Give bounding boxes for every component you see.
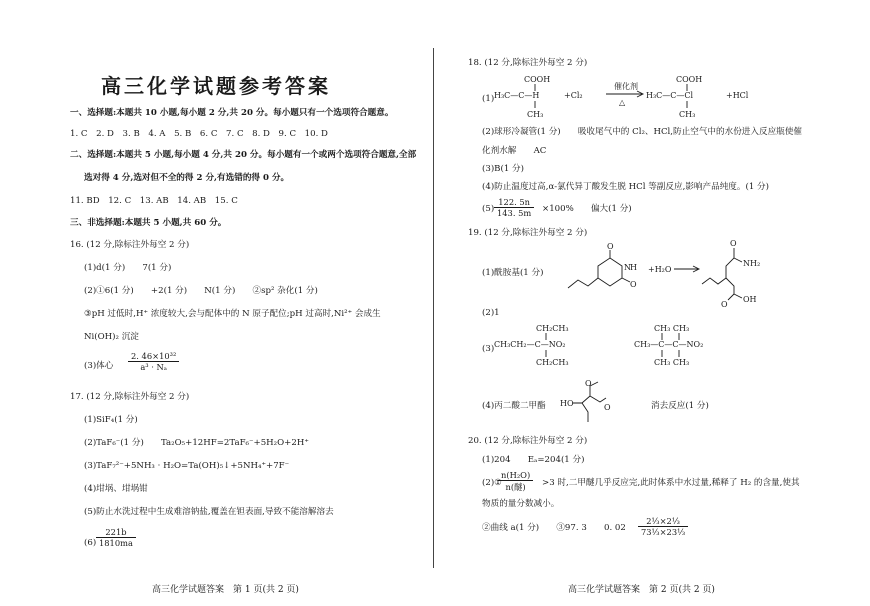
q16-part3-fraction xyxy=(128,351,179,372)
section-1-answers: 1. C 2. D 3. B 4. A 5. B 6. C 7. C 8. D 9. C 10. D xyxy=(70,129,328,139)
heat-symbol: △ xyxy=(619,98,626,107)
q17-part1: (1)SiF₄(1 分) xyxy=(84,415,138,425)
ring-nitrogen: N xyxy=(624,263,631,272)
ring-oxygen-top: O xyxy=(607,242,614,251)
ring-hydrogen: H xyxy=(630,263,637,272)
product-amide-chain xyxy=(726,248,734,278)
glutarimide-ring xyxy=(598,258,622,286)
q18-part1-label: (1) xyxy=(482,94,495,104)
section-2-answers: 11. BD 12. C 13. AB 14. AB 15. C xyxy=(70,196,238,206)
q16-part3-label: (3)体心 xyxy=(84,361,114,371)
q16-part2-3-cont: Ni(OH)₂ 沉淀 xyxy=(84,332,139,342)
q19-part4-structure xyxy=(560,378,620,428)
section-1-header: 一、选择题:本题共 10 小题,每小题 2 分,共 20 分。每小题只有一个选项符合题意。 xyxy=(70,108,394,118)
fraction-denominator: 143. 5m xyxy=(497,208,532,218)
q19-part1: (1)酰胺基(1 分) xyxy=(482,268,544,278)
page-footer: 高三化学试题答案 第 1 页(共 2 页) xyxy=(152,585,299,595)
q18-part5-tail: ×100% 偏大(1 分) xyxy=(542,204,632,214)
q18-part2: (2)球形冷凝管(1 分) 吸收尾气中的 Cl₂、HCl,防止空气中的水份进入反应瓶使催 xyxy=(482,127,802,137)
page-divider xyxy=(433,48,434,568)
ester-group-bottom xyxy=(590,396,606,402)
fraction-denominator: 1810ma xyxy=(99,538,133,548)
q19-header: 19. (12 分,除标注外每空 2 分) xyxy=(468,228,588,238)
q16-part1: (1)d(1 分) 7(1 分) xyxy=(84,263,172,273)
q18-header: 18. (12 分,除标注外每空 2 分) xyxy=(468,58,588,68)
isomer-b-mid: CH₃—C—C—NO₂ xyxy=(634,340,704,349)
fraction-numerator: 221b xyxy=(96,527,136,538)
ester-oxygen-top: O xyxy=(585,379,592,388)
fraction-numerator: n(H₂O) xyxy=(498,470,533,481)
reactant-formula: H₃C—C—H xyxy=(494,91,540,100)
fraction-denominator: n(醚) xyxy=(505,482,526,492)
ester-oxygen-bottom: O xyxy=(604,403,611,412)
q20-part2-tail: >3 时,二甲醚几乎反应完,此时体系中水过量,稀释了 H₂ 的含量,使其 xyxy=(542,478,800,488)
q17-part2: (2)TaF₆⁻(1 分) Ta₂O₅+12HF=2TaF₆⁻+5H₂O+2H⁺ xyxy=(84,438,309,448)
carbonyl-bond-bottom xyxy=(622,278,630,282)
product-ch3: CH₃ xyxy=(679,110,696,119)
fraction-numerator: 2⅓×2⅓ xyxy=(638,516,688,527)
page-1 xyxy=(0,0,432,606)
q20-header: 20. (12 分,除标注外每空 2 分) xyxy=(468,436,588,446)
q18-part3: (3)B(1 分) xyxy=(482,164,524,174)
page-2 xyxy=(436,0,870,606)
fraction-denominator: a³ · Nₐ xyxy=(140,362,167,372)
q20-part2-label: (2)① xyxy=(482,478,502,488)
q17-part6-fraction xyxy=(96,527,136,548)
isomer-b-bot: CH₃ CH₃ xyxy=(654,358,690,367)
q16-part2: (2)①6(1 分) +2(1 分) N(1 分) ②sp² 杂化(1 分) xyxy=(84,286,318,296)
catalyst-label: 催化剂 xyxy=(614,82,638,91)
q20-part3-fraction xyxy=(638,516,688,537)
propyl-chain xyxy=(568,278,598,288)
reagent-cl2: +Cl₂ xyxy=(564,91,583,100)
fraction-numerator: 2. 46×10³² xyxy=(128,351,179,362)
q17-header: 17. (12 分,除标注外每空 2 分) xyxy=(70,392,190,402)
amide-oxygen: O xyxy=(730,239,737,248)
q17-part5: (5)防止水洗过程中生成难溶钠盐,覆盖在钽表面,导致不能溶解溶去 xyxy=(84,507,334,517)
q20-part1: (1)204 Eₐ=204(1 分) xyxy=(482,455,585,465)
q18-part5-label: (5) xyxy=(482,204,495,214)
reactant-cooh: COOH xyxy=(524,75,551,84)
q16-header: 16. (12 分,除标注外每空 2 分) xyxy=(70,240,190,250)
side-chain xyxy=(573,403,588,422)
amide-n-bond xyxy=(734,258,742,262)
page-footer: 高三化学试题答案 第 2 页(共 2 页) xyxy=(568,585,715,595)
product-cooh: COOH xyxy=(676,75,703,84)
q20-part2-fraction xyxy=(498,470,533,493)
q19-part3-structures xyxy=(494,322,744,368)
q17-part6-label: (6) xyxy=(84,538,97,548)
q19-part3-label: (3) xyxy=(482,344,495,354)
q17-part3: (3)TaF₇²⁻+5NH₃ · H₂O=Ta(OH)₅↓+5NH₄⁺+7F⁻ xyxy=(84,461,290,471)
fraction-denominator: 73⅓×23⅓ xyxy=(641,527,686,537)
acid-oh: OH xyxy=(743,295,757,304)
q18-part5-fraction xyxy=(494,197,534,218)
amide-nh2: NH₂ xyxy=(743,259,761,268)
isomer-a-mid: CH₃CH₂—C—NO₂ xyxy=(494,340,566,349)
reactant-ch3: CH₃ xyxy=(527,110,544,119)
q17-part4: (4)坩埚、坩埚钳 xyxy=(84,484,148,494)
isomer-a-top: CH₂CH₃ xyxy=(536,324,569,333)
q19-part4-tail: 消去反应(1 分) xyxy=(651,401,709,411)
fraction-numerator: 122. 5n xyxy=(494,197,534,208)
q16-part2-3: ③pH 过低时,H⁺ 浓度较大,会与配体中的 N 原子配位;pH 过高时,Ni²⁺ 会成生 xyxy=(84,309,381,319)
q18-part4: (4)防止温度过高,α-氯代异丁酸发生脱 HCl 等副反应,影响产品纯度。(1 分) xyxy=(482,182,769,192)
ring-oxygen-bottom: O xyxy=(630,280,637,289)
q20-part3: ②曲线 a(1 分) ③97. 3 0. 02 xyxy=(482,523,626,533)
acid-oxygen: O xyxy=(721,300,728,309)
q19-reaction-scheme xyxy=(564,240,764,308)
isomer-b-top: CH₃ CH₃ xyxy=(654,324,690,333)
reagent-water: +H₂O xyxy=(648,265,672,274)
isomer-a-bot: CH₂CH₃ xyxy=(536,358,569,367)
section-2-header: 二、选择题:本题共 5 小题,每小题 4 分,共 20 分。每小题有一个或两个选项符合题意,全部 xyxy=(70,150,417,160)
q18-part2-cont: 化剂水解 AC xyxy=(482,146,547,156)
product-propyl-chain xyxy=(702,278,726,284)
q18-reaction-scheme xyxy=(494,72,824,124)
hydroxyl-label: HO xyxy=(560,399,574,408)
product-acid-chain xyxy=(726,278,742,298)
section-3-header: 三、非选择题:本题共 5 小题,共 60 分。 xyxy=(70,218,227,228)
q19-part4: (4)丙二酸二甲酯 xyxy=(482,401,546,411)
section-2-header-cont: 选对得 4 分,选对但不全的得 2 分,有选错的得 0 分。 xyxy=(84,173,290,183)
product-hcl: +HCl xyxy=(726,91,749,100)
q19-part2: (2)1 xyxy=(482,308,500,318)
acid-carbonyl-bond xyxy=(728,294,734,300)
page-title: 高三化学试题参考答案 xyxy=(101,74,331,98)
q20-part2-cont: 物质的量分数减小。 xyxy=(482,499,560,509)
product-formula: H₃C—C—Cl xyxy=(646,91,694,100)
